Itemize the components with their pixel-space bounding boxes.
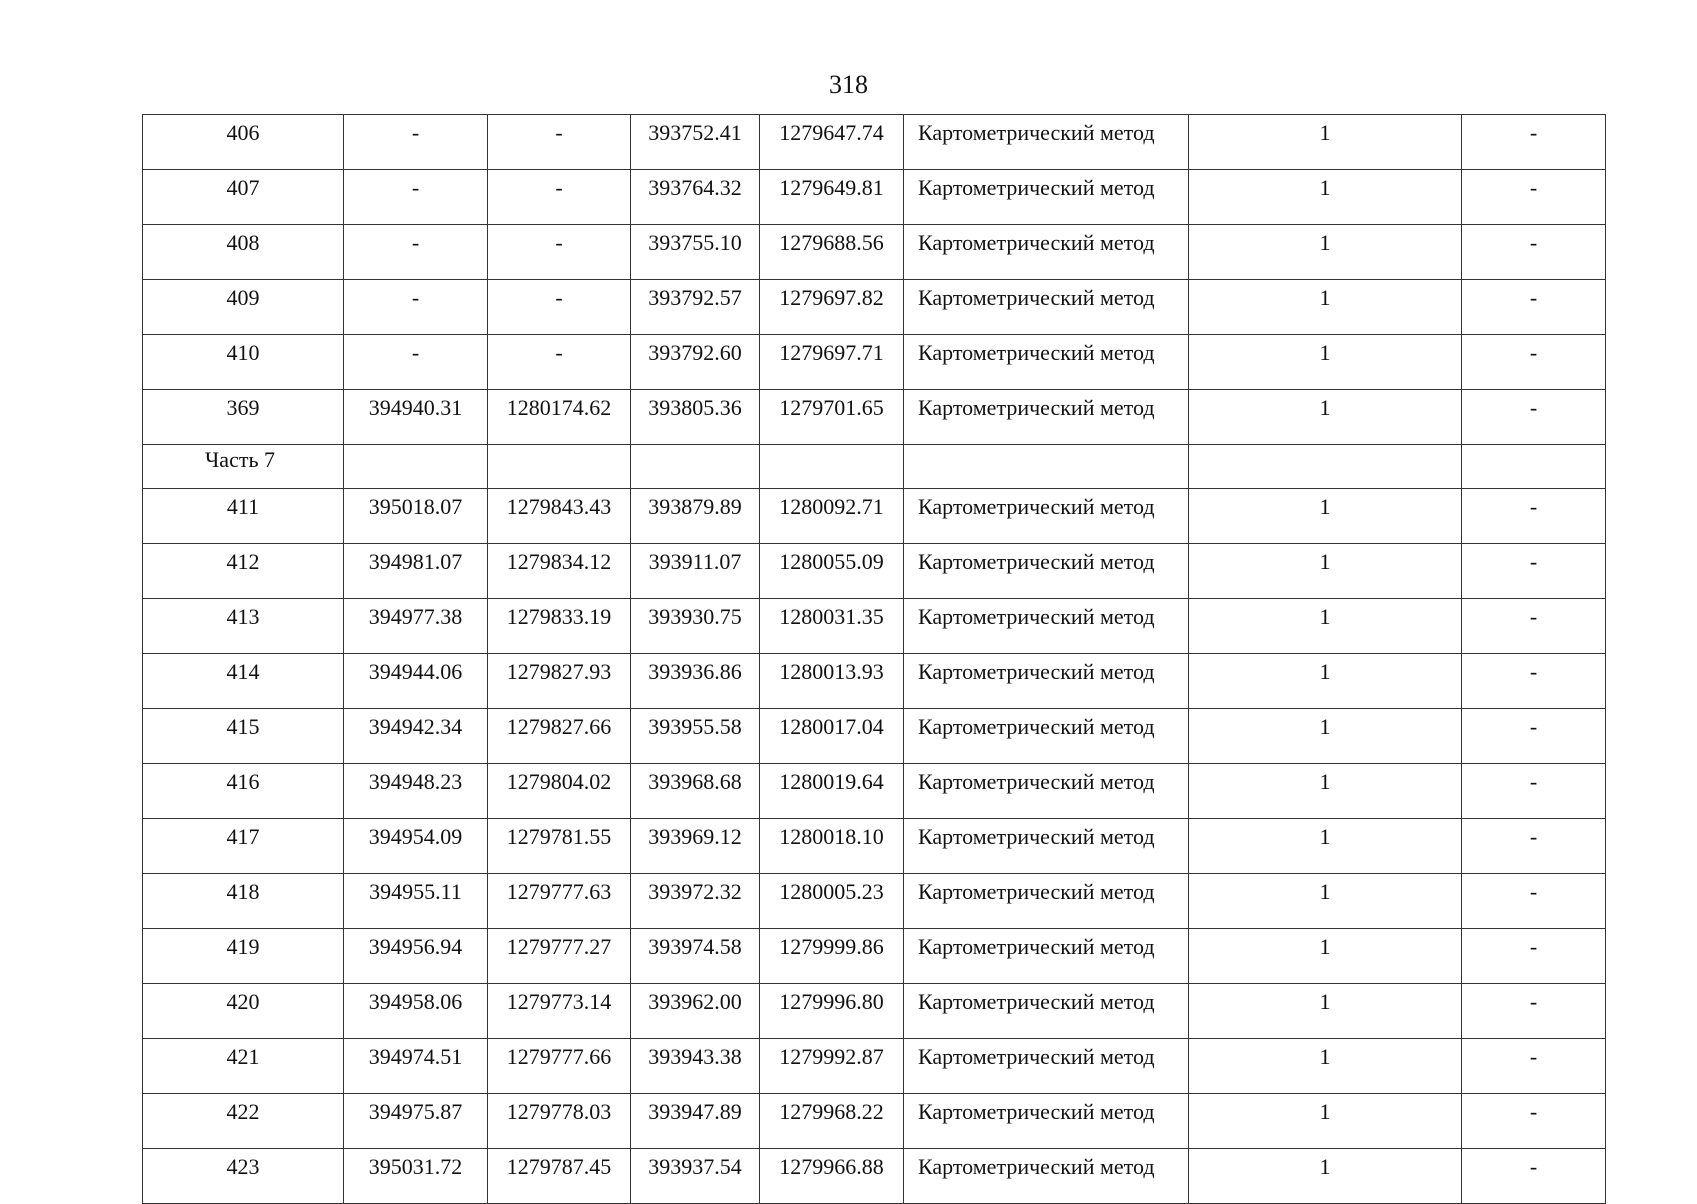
point-number-cell: 407 — [143, 170, 344, 225]
description-cell: - — [1462, 280, 1606, 335]
accuracy-cell: 1 — [1189, 225, 1462, 280]
description-cell: - — [1462, 1039, 1606, 1094]
point-number-cell: 414 — [143, 654, 344, 709]
old-x-cell: 394954.09 — [344, 819, 488, 874]
old-y-cell: 1279833.19 — [488, 599, 631, 654]
old-x-cell: 394981.07 — [344, 544, 488, 599]
new-x-cell: 393962.00 — [631, 984, 760, 1039]
point-number-cell: 411 — [143, 489, 344, 544]
new-x-cell: 393955.58 — [631, 709, 760, 764]
old-y-cell: 1279773.14 — [488, 984, 631, 1039]
old-x-cell: 394958.06 — [344, 984, 488, 1039]
coordinates-table — [142, 114, 1606, 1204]
point-number-cell: 369 — [143, 390, 344, 445]
method-cell: Картометрический метод — [904, 654, 1189, 709]
new-x-cell: 393752.41 — [631, 115, 760, 170]
description-cell: - — [1462, 929, 1606, 984]
new-y-cell: 1280055.09 — [760, 544, 904, 599]
old-x-cell: - — [344, 335, 488, 390]
old-x-cell: 394974.51 — [344, 1039, 488, 1094]
old-y-cell: 1279777.27 — [488, 929, 631, 984]
old-x-cell: 394942.34 — [344, 709, 488, 764]
new-x-cell: 393974.58 — [631, 929, 760, 984]
table-row — [143, 764, 1606, 819]
new-y-cell: 1280018.10 — [760, 819, 904, 874]
method-cell: Картометрический метод — [904, 335, 1189, 390]
point-number-cell: 422 — [143, 1094, 344, 1149]
point-number-cell: 421 — [143, 1039, 344, 1094]
table-row — [143, 1094, 1606, 1149]
method-cell: Картометрический метод — [904, 170, 1189, 225]
new-y-cell: 1279992.87 — [760, 1039, 904, 1094]
new-y-cell: 1279996.80 — [760, 984, 904, 1039]
description-cell: - — [1462, 390, 1606, 445]
accuracy-cell: 1 — [1189, 874, 1462, 929]
method-cell: Картометрический метод — [904, 1149, 1189, 1204]
accuracy-cell: 1 — [1189, 115, 1462, 170]
old-y-cell: - — [488, 225, 631, 280]
table-row — [143, 819, 1606, 874]
accuracy-cell: 1 — [1189, 929, 1462, 984]
new-y-cell: 1279697.82 — [760, 280, 904, 335]
description-cell: - — [1462, 1149, 1606, 1204]
method-cell: Картометрический метод — [904, 225, 1189, 280]
new-y-cell: 1280013.93 — [760, 654, 904, 709]
new-x-cell: 393930.75 — [631, 599, 760, 654]
new-y-cell: 1280092.71 — [760, 489, 904, 544]
table-row — [143, 280, 1606, 335]
page-number: 318 — [829, 70, 868, 99]
old-x-cell: 395018.07 — [344, 489, 488, 544]
empty-cell — [904, 445, 1189, 489]
old-y-cell: 1279804.02 — [488, 764, 631, 819]
old-y-cell: 1279777.63 — [488, 874, 631, 929]
table-body — [143, 115, 1606, 1204]
old-y-cell: 1279787.45 — [488, 1149, 631, 1204]
table-row — [143, 984, 1606, 1039]
description-cell: - — [1462, 115, 1606, 170]
description-cell: - — [1462, 984, 1606, 1039]
accuracy-cell: 1 — [1189, 654, 1462, 709]
new-x-cell: 393943.38 — [631, 1039, 760, 1094]
accuracy-cell: 1 — [1189, 599, 1462, 654]
old-y-cell: - — [488, 115, 631, 170]
method-cell: Картометрический метод — [904, 709, 1189, 764]
point-number-cell: 406 — [143, 115, 344, 170]
old-x-cell: - — [344, 280, 488, 335]
accuracy-cell: 1 — [1189, 544, 1462, 599]
new-x-cell: 393755.10 — [631, 225, 760, 280]
point-number-cell: 408 — [143, 225, 344, 280]
accuracy-cell: 1 — [1189, 709, 1462, 764]
description-cell: - — [1462, 225, 1606, 280]
new-y-cell: 1279968.22 — [760, 1094, 904, 1149]
old-x-cell: 394944.06 — [344, 654, 488, 709]
section-row — [143, 445, 1606, 489]
description-cell: - — [1462, 544, 1606, 599]
new-x-cell: 393969.12 — [631, 819, 760, 874]
old-y-cell: 1279827.66 — [488, 709, 631, 764]
point-number-cell: 415 — [143, 709, 344, 764]
empty-cell — [1462, 445, 1606, 489]
new-y-cell: 1279647.74 — [760, 115, 904, 170]
accuracy-cell: 1 — [1189, 764, 1462, 819]
table-row — [143, 1039, 1606, 1094]
accuracy-cell: 1 — [1189, 170, 1462, 225]
method-cell: Картометрический метод — [904, 929, 1189, 984]
description-cell: - — [1462, 764, 1606, 819]
table-row — [143, 544, 1606, 599]
empty-cell — [760, 445, 904, 489]
old-y-cell: 1279843.43 — [488, 489, 631, 544]
table-row — [143, 489, 1606, 544]
point-number-cell: 410 — [143, 335, 344, 390]
point-number-cell: 416 — [143, 764, 344, 819]
old-y-cell: - — [488, 335, 631, 390]
new-y-cell: 1279688.56 — [760, 225, 904, 280]
old-x-cell: - — [344, 170, 488, 225]
accuracy-cell: 1 — [1189, 335, 1462, 390]
description-cell: - — [1462, 599, 1606, 654]
new-y-cell: 1280005.23 — [760, 874, 904, 929]
method-cell: Картометрический метод — [904, 1094, 1189, 1149]
table-row — [143, 225, 1606, 280]
table-row — [143, 170, 1606, 225]
method-cell: Картометрический метод — [904, 874, 1189, 929]
new-x-cell: 393972.32 — [631, 874, 760, 929]
old-y-cell: - — [488, 280, 631, 335]
old-y-cell: 1279827.93 — [488, 654, 631, 709]
method-cell: Картометрический метод — [904, 819, 1189, 874]
method-cell: Картометрический метод — [904, 599, 1189, 654]
new-x-cell: 393936.86 — [631, 654, 760, 709]
accuracy-cell: 1 — [1189, 1039, 1462, 1094]
description-cell: - — [1462, 170, 1606, 225]
empty-cell — [344, 445, 488, 489]
old-x-cell: 394977.38 — [344, 599, 488, 654]
new-x-cell: 393947.89 — [631, 1094, 760, 1149]
point-number-cell: 420 — [143, 984, 344, 1039]
old-y-cell: 1279778.03 — [488, 1094, 631, 1149]
table-row — [143, 709, 1606, 764]
method-cell: Картометрический метод — [904, 489, 1189, 544]
new-y-cell: 1280019.64 — [760, 764, 904, 819]
new-y-cell: 1279649.81 — [760, 170, 904, 225]
point-number-cell: 409 — [143, 280, 344, 335]
old-x-cell: - — [344, 225, 488, 280]
point-number-cell: 412 — [143, 544, 344, 599]
table-row — [143, 1149, 1606, 1204]
method-cell: Картометрический метод — [904, 544, 1189, 599]
old-x-cell: - — [344, 115, 488, 170]
new-x-cell: 393764.32 — [631, 170, 760, 225]
accuracy-cell: 1 — [1189, 1149, 1462, 1204]
description-cell: - — [1462, 819, 1606, 874]
new-x-cell: 393792.60 — [631, 335, 760, 390]
description-cell: - — [1462, 489, 1606, 544]
new-y-cell: 1279999.86 — [760, 929, 904, 984]
old-x-cell: 394955.11 — [344, 874, 488, 929]
method-cell: Картометрический метод — [904, 115, 1189, 170]
old-y-cell: - — [488, 170, 631, 225]
new-y-cell: 1279697.71 — [760, 335, 904, 390]
section-label: Часть 7 — [143, 445, 344, 489]
new-x-cell: 393805.36 — [631, 390, 760, 445]
old-y-cell: 1280174.62 — [488, 390, 631, 445]
table-row — [143, 874, 1606, 929]
old-y-cell: 1279834.12 — [488, 544, 631, 599]
description-cell: - — [1462, 874, 1606, 929]
old-x-cell: 394975.87 — [344, 1094, 488, 1149]
empty-cell — [1189, 445, 1462, 489]
old-x-cell: 394948.23 — [344, 764, 488, 819]
accuracy-cell: 1 — [1189, 489, 1462, 544]
point-number-cell: 417 — [143, 819, 344, 874]
method-cell: Картометрический метод — [904, 390, 1189, 445]
new-x-cell: 393911.07 — [631, 544, 760, 599]
point-number-cell: 419 — [143, 929, 344, 984]
method-cell: Картометрический метод — [904, 280, 1189, 335]
old-y-cell: 1279781.55 — [488, 819, 631, 874]
method-cell: Картометрический метод — [904, 764, 1189, 819]
table-row — [143, 929, 1606, 984]
table-row — [143, 390, 1606, 445]
accuracy-cell: 1 — [1189, 1094, 1462, 1149]
accuracy-cell: 1 — [1189, 280, 1462, 335]
table-row — [143, 115, 1606, 170]
table-row — [143, 599, 1606, 654]
old-x-cell: 394940.31 — [344, 390, 488, 445]
method-cell: Картометрический метод — [904, 984, 1189, 1039]
new-y-cell: 1279966.88 — [760, 1149, 904, 1204]
table-row — [143, 335, 1606, 390]
new-x-cell: 393968.68 — [631, 764, 760, 819]
description-cell: - — [1462, 1094, 1606, 1149]
empty-cell — [488, 445, 631, 489]
table-row — [143, 654, 1606, 709]
new-x-cell: 393879.89 — [631, 489, 760, 544]
empty-cell — [631, 445, 760, 489]
old-x-cell: 395031.72 — [344, 1149, 488, 1204]
accuracy-cell: 1 — [1189, 984, 1462, 1039]
description-cell: - — [1462, 709, 1606, 764]
point-number-cell: 418 — [143, 874, 344, 929]
old-x-cell: 394956.94 — [344, 929, 488, 984]
description-cell: - — [1462, 654, 1606, 709]
new-x-cell: 393792.57 — [631, 280, 760, 335]
old-y-cell: 1279777.66 — [488, 1039, 631, 1094]
accuracy-cell: 1 — [1189, 819, 1462, 874]
new-y-cell: 1280031.35 — [760, 599, 904, 654]
point-number-cell: 413 — [143, 599, 344, 654]
point-number-cell: 423 — [143, 1149, 344, 1204]
description-cell: - — [1462, 335, 1606, 390]
new-y-cell: 1280017.04 — [760, 709, 904, 764]
new-x-cell: 393937.54 — [631, 1149, 760, 1204]
new-y-cell: 1279701.65 — [760, 390, 904, 445]
accuracy-cell: 1 — [1189, 390, 1462, 445]
method-cell: Картометрический метод — [904, 1039, 1189, 1094]
